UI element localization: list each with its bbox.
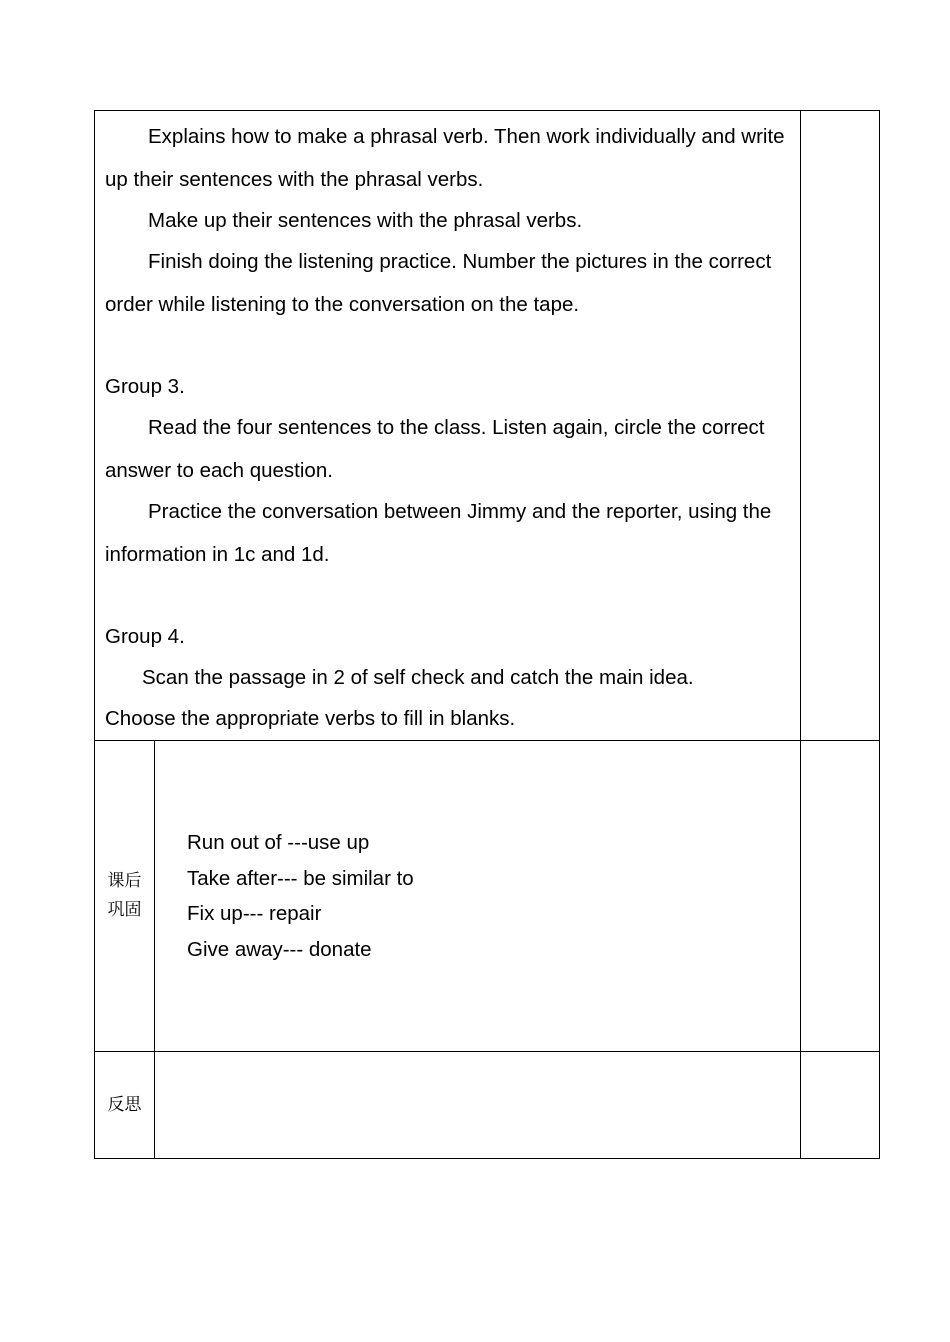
reflection-label xyxy=(95,1052,155,1159)
consolidation-label-line2: 巩固 xyxy=(107,900,142,920)
activities-row xyxy=(95,111,880,741)
phrase-item: Give away--- donate xyxy=(187,937,372,961)
consolidation-side-cell xyxy=(801,741,880,1052)
phrase-list xyxy=(155,825,800,967)
consolidation-row xyxy=(95,741,880,1052)
activity-paragraph: Choose the appropriate verbs to fill in blanks. xyxy=(105,707,516,730)
activity-paragraph: Finish doing the listening practice. Number the pictures in the correct order while listening to the conversation on the tape. xyxy=(105,250,772,316)
activities-side-cell xyxy=(801,111,880,741)
phrase-item: Take after--- be similar to xyxy=(187,866,414,890)
group-heading: Group 3. xyxy=(105,375,185,398)
reflection-row xyxy=(95,1052,880,1159)
activities-cell xyxy=(95,111,801,741)
activity-paragraph: Explains how to make a phrasal verb. Then work individually and write up their sentences with the phrasal verbs. xyxy=(105,125,785,191)
group-heading: Group 4. xyxy=(105,625,185,648)
activity-paragraph: Scan the passage in 2 of self check and catch the main idea. xyxy=(142,666,694,689)
consolidation-content xyxy=(155,741,801,1052)
reflection-content xyxy=(155,1052,801,1159)
activity-paragraph: Practice the conversation between Jimmy and the reporter, using the information in 1c and 1d. xyxy=(105,500,772,566)
consolidation-label xyxy=(95,741,155,1052)
activity-paragraph: Make up their sentences with the phrasal verbs. xyxy=(148,209,583,232)
activity-paragraph: Read the four sentences to the class. Listen again, circle the correct answer to each question. xyxy=(105,416,765,482)
reflection-side-cell xyxy=(801,1052,880,1159)
phrase-item: Fix up--- repair xyxy=(187,902,322,925)
reflection-label-text: 反思 xyxy=(107,1094,142,1115)
consolidation-label-line1: 课后 xyxy=(107,871,142,891)
lesson-plan-table xyxy=(94,110,880,1159)
phrase-item: Run out of ---use up xyxy=(187,831,370,854)
